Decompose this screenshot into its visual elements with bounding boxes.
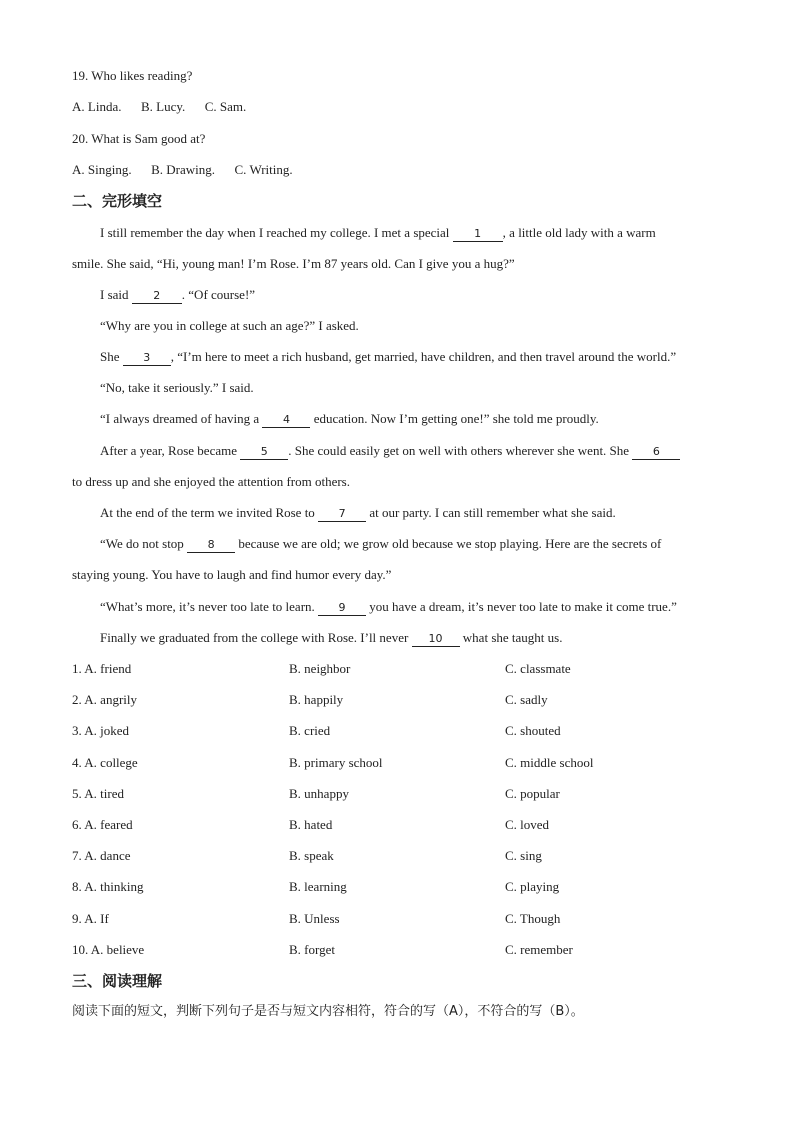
question-20-options [72,161,722,179]
cloze-paragraph-7: After a year, Rose became 5 . She could easily get on well with others wherever she went. She 6 [100,442,722,460]
reading-instruction: 阅读下面的短文，判断下列句子是否与短文内容相符，符合的写（A），不符合的写（B）。 [72,1004,584,1019]
option-8-b: B. learning [289,879,347,895]
section-heading-cloze: 二、完形填空 [72,192,163,210]
cloze-paragraph-8: At the end of the term we invited Rose to 7 at our party. I can still remember what she said. [100,505,616,520]
option-10-a: 10. A. believe [72,941,145,957]
option-c: C. Writing. [234,162,293,177]
blank-6: 6 [632,444,680,460]
cloze-paragraph-1: I still remember the day when I reached my college. I met a special 1 , a little old lady with a warm [100,225,656,240]
option-2-c: C. sadly [505,692,548,708]
option-7-a: 7. A. dance [72,848,131,864]
option-8-c: C. playing [505,879,560,895]
option-10-c: C. remember [505,941,573,957]
option-b: B. Drawing. [151,162,216,177]
blank-1: 1 [453,226,503,242]
option-2-a: 2. A. angrily [72,692,137,708]
blank-8: 8 [187,537,235,553]
blank-3: 3 [123,350,171,366]
option-3-c: C. shouted [505,723,561,739]
option-1-a: 1. A. friend [72,661,132,676]
option-3-a: 3. A. joked [72,723,130,739]
option-9-a: 9. A. If [72,910,109,926]
cloze-paragraph-10: “What’s more, it’s never too late to learn. 9 you have a dream, it’s never too late to make it come true.” [100,599,677,614]
option-9-c: C. Though [505,910,561,926]
cloze-paragraph-9: “We do not stop 8 because we are old; we grow old because we stop playing. Here are the secrets of [100,536,662,551]
option-6-c: C. loved [505,817,550,832]
question-20: 20. What is Sam good at? [72,131,206,146]
option-c: C. Sam. [204,99,247,114]
option-a: A. Singing. [72,162,132,177]
question-19: 19. Who likes reading? [72,68,193,83]
cloze-paragraph-2: I said 2 . “Of course!” [100,287,256,302]
cloze-paragraph-7-cont: to dress up and she enjoyed the attention from others. [72,474,350,489]
option-7-b: B. speak [289,848,334,864]
option-6-b: B. hated [289,817,333,832]
option-8-a: 8. A. thinking [72,879,144,895]
option-1-b: B. neighbor [289,661,351,676]
blank-7: 7 [318,506,366,522]
option-2-b: B. happily [289,692,344,708]
cloze-paragraph-6: “I always dreamed of having a 4 education. Now I’m getting one!” she told me proudly. [100,411,599,426]
option-1-c: C. classmate [505,661,571,676]
blank-2: 2 [132,288,182,304]
blank-4: 4 [262,412,310,428]
option-10-b: B. forget [289,941,335,957]
cloze-paragraph-4: She 3 , “I’m here to meet a rich husband, get married, have children, and then travel around the world.” [100,349,677,364]
blank-9: 9 [318,600,366,616]
option-6-a: 6. A. feared [72,817,133,832]
option-a: A. Linda. [72,99,122,114]
blank-10: 10 [412,631,460,647]
option-9-b: B. Unless [289,910,340,926]
option-4-b: B. primary school [289,754,383,770]
cloze-paragraph-3: “Why are you in college at such an age?” I asked. [100,318,359,333]
blank-5: 5 [240,444,288,460]
question-19-options [72,98,722,116]
option-5-c: C. popular [505,785,560,801]
option-3-b: B. cried [289,723,331,739]
option-5-b: B. unhappy [289,785,349,801]
cloze-paragraph-9-cont: staying young. You have to laugh and find humor every day.” [72,567,392,582]
section-heading-reading: 三、阅读理解 [72,972,163,990]
cloze-paragraph-1-cont: smile. She said, “Hi, young man! I’m Rose. I’m 87 years old. Can I give you a hug?” [72,256,515,271]
option-b: B. Lucy. [140,99,186,114]
cloze-paragraph-5: “No, take it seriously.” I said. [100,380,254,395]
option-4-c: C. middle school [505,754,594,770]
option-4-a: 4. A. college [72,754,138,770]
cloze-paragraph-11: Finally we graduated from the college with Rose. I’ll never 10 what she taught us. [100,630,563,645]
option-7-c: C. sing [505,848,542,864]
option-5-a: 5. A. tired [72,785,124,801]
